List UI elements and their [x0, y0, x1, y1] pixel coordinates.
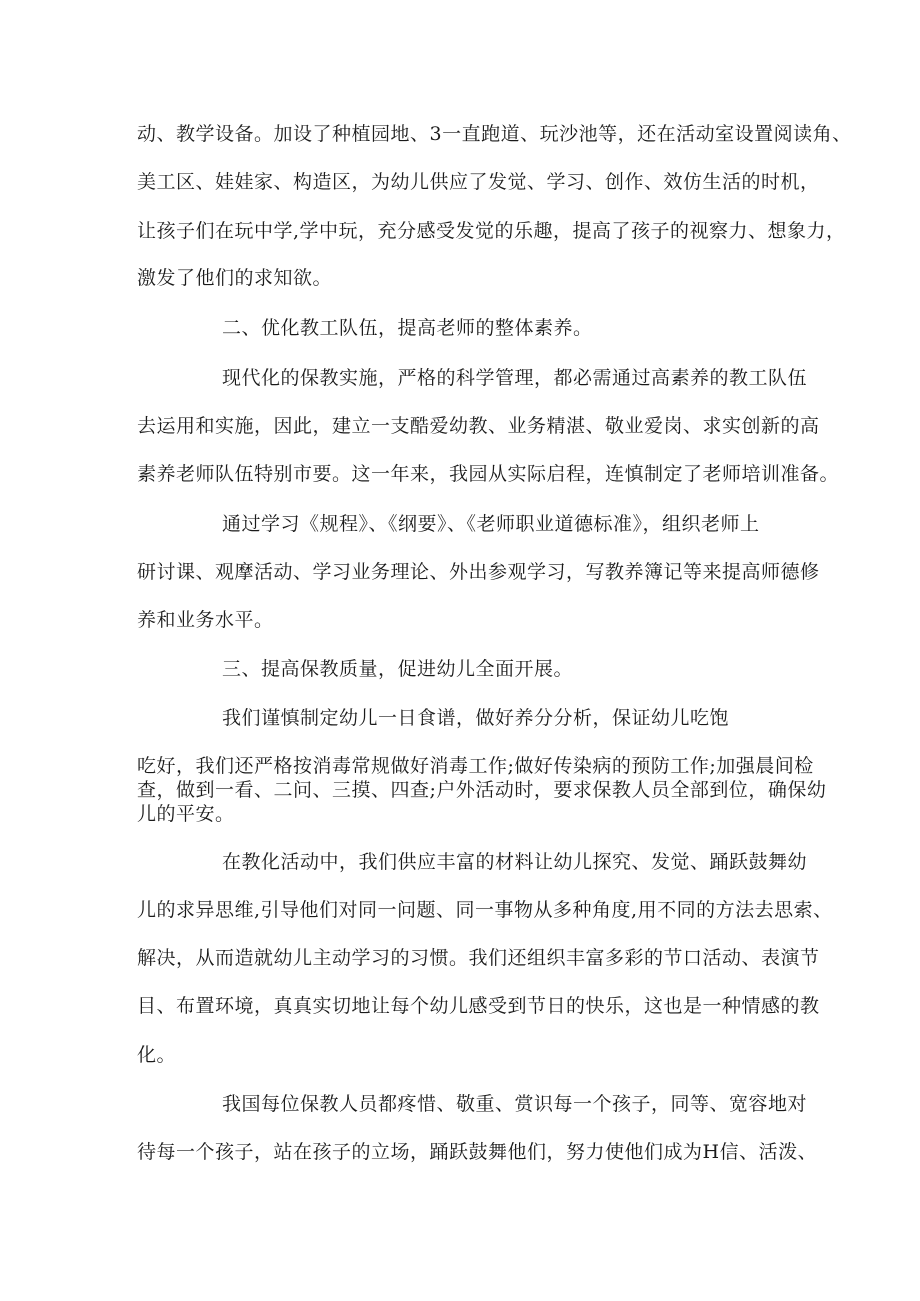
paragraph-line: 去运用和实施，因此，建立一支酷爱幼教、业务精湛、敬业爱岗、求实创新的高 [137, 415, 820, 437]
paragraph-line: 吃好，我们还严格按消毒常规做好消毒工作;做好传染病的预防工作;加强晨间检 [137, 755, 814, 777]
paragraph-line: 儿的求异思维,引导他们对同一问题、同一事物从多种角度,用不同的方法去思索、 [137, 899, 833, 921]
paragraph-line: 美工区、娃娃家、构造区，为幼儿供应了发觉、学习、创作、效仿生活的时机， [137, 171, 820, 193]
paragraph-line: 解决，从而造就幼儿主动学习的习惯。我们还组织丰富多彩的节口活动、表演节 [137, 947, 820, 969]
paragraph-line: 目、布置环境，真真实切地让每个幼儿感受到节日的快乐，这也是一种情感的教 [137, 995, 820, 1017]
paragraph-line: 让孩子们在玩中学,学中玩，充分感受发觉的乐趣，提高了孩子的视察力、想象力， [137, 220, 846, 242]
paragraph-line: 待每一个孩子，站在孩子的立场，踊跃鼓舞他们，努力使他们成为H信、活泼、 [137, 1141, 818, 1163]
paragraph-line: 化。 [137, 1044, 177, 1066]
paragraph-line: 我国每位保教人员都疼惜、敬重、赏识每一个孩子，同等、宽容地对 [222, 1093, 808, 1115]
paragraph-line: 儿的平安。 [137, 803, 235, 825]
paragraph-line: 通过学习《规程》、《纲要》、《老师职业道德标准》，组织老师上 [222, 513, 760, 535]
paragraph-line: 在教化活动中，我们供应丰富的材料让幼儿探究、发觉、踊跃鼓舞幼 [222, 851, 808, 873]
paragraph-line: 养和业务水平。 [137, 609, 274, 631]
paragraph-line: 我们谨慎制定幼儿一日食谱，做好养分分析，保证幼儿吃饱 [222, 707, 730, 729]
section-heading-2: 二、优化教工队伍，提高老师的整体素养。 [222, 317, 593, 339]
paragraph-line: 现代化的保教实施，严格的科学管理，都必需通过高素养的教工队伍 [222, 367, 808, 389]
paragraph-line: 动、教学设备。加设了种植园地、3一直跑道、玩沙池等，还在活动室设置阅读角、 [137, 123, 852, 145]
paragraph-line: 素养老师队伍特别市要。这一年来，我园从实际启程，连慎制定了老师培训准备。 [137, 463, 840, 485]
paragraph-line: 查，做到一看、二问、三摸、四查;户外活动时，要求保教人员全部到位，确保幼 [137, 779, 827, 801]
paragraph-line: 激发了他们的求知欲。 [137, 267, 333, 289]
paragraph-line: 研讨课、观摩活动、学习业务理论、外出参观学习，写教养簿记等来提高师德修 [137, 561, 820, 583]
section-heading-3: 三、提高保教质量，促进幼儿全面开展。 [222, 658, 574, 680]
